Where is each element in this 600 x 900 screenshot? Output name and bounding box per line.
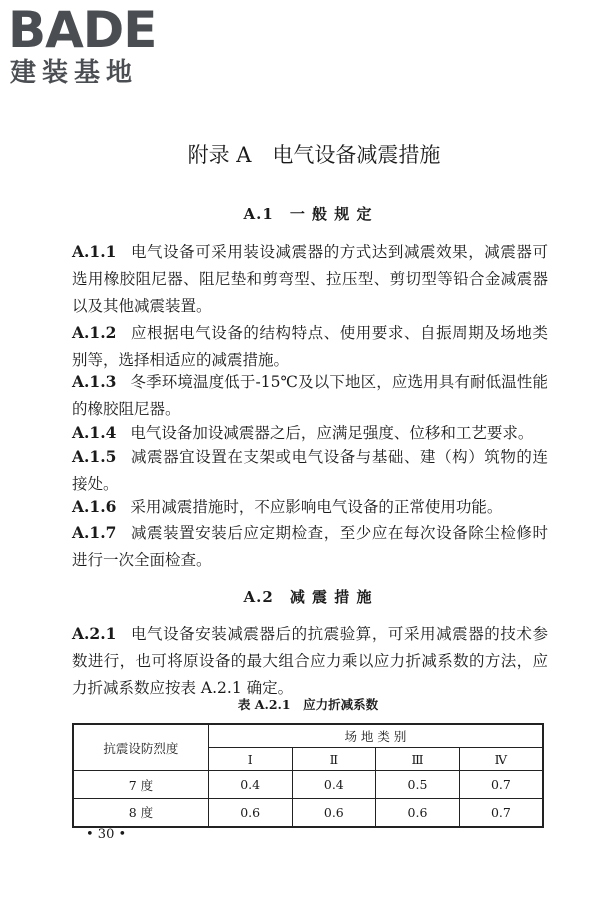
section-heading-a2: A.2 减 震 措 施 bbox=[243, 588, 373, 606]
clause-number: A.1.4 bbox=[72, 423, 117, 442]
column-header: Ⅲ bbox=[376, 748, 460, 771]
table-cell: 0.6 bbox=[376, 799, 460, 827]
clause-a-1-1 bbox=[72, 238, 548, 320]
clause-text: 电气设备加设减震器之后，应满足强度、位移和工艺要求。 bbox=[130, 424, 534, 442]
row-header-cell: 抗震设防烈度 bbox=[73, 724, 208, 771]
table-cell: 0.4 bbox=[208, 771, 292, 799]
section-heading-a1: A.1 一 般 规 定 bbox=[243, 205, 373, 223]
clause-text: 采用减震措施时，不应影响电气设备的正常使用功能。 bbox=[130, 498, 503, 516]
brand-logo bbox=[8, 1, 178, 92]
clause-a-1-2 bbox=[72, 319, 548, 374]
clause-text: 冬季环境温度低于-15℃及以下地区，应选用具有耐低温性能的橡胶阻尼器。 bbox=[72, 373, 548, 418]
column-header: Ⅱ bbox=[292, 748, 376, 771]
appendix-title: 附录 A 电气设备减震措施 bbox=[187, 143, 441, 167]
clause-number: A.1.7 bbox=[72, 523, 117, 542]
row-label: 7 度 bbox=[73, 771, 208, 799]
table-cell: 0.6 bbox=[208, 799, 292, 827]
table-caption: 表 A.2.1 应力折减系数 bbox=[237, 697, 379, 712]
clause-a-1-3 bbox=[72, 368, 548, 423]
clause-text: 电气设备可采用装设减震器的方式达到减震效果，减震器可选用橡胶阻尼器、阻尼垫和剪弯型、拉压型、剪切型等铅合金减震器以及其他减震装置。 bbox=[72, 243, 548, 315]
clause-number: A.1.2 bbox=[72, 323, 117, 342]
table-cell: 0.7 bbox=[459, 771, 543, 799]
clause-text: 减震器宜设置在支架或电气设备与基础、建（构）筑物的连接处。 bbox=[72, 448, 548, 493]
table-cell: 0.7 bbox=[459, 799, 543, 827]
clause-a-1-7 bbox=[72, 519, 548, 574]
clause-text: 减震装置安装后应定期检查，至少应在每次设备除尘检修时进行一次全面检查。 bbox=[72, 524, 548, 569]
clause-a-2-1 bbox=[72, 620, 548, 702]
table-header-row bbox=[73, 724, 543, 748]
clause-number: A.1.1 bbox=[72, 242, 117, 261]
group-header-cell: 场 地 类 别 bbox=[208, 724, 543, 748]
table-cell: 0.4 bbox=[292, 771, 376, 799]
row-label: 8 度 bbox=[73, 799, 208, 827]
clause-number: A.2.1 bbox=[72, 624, 117, 643]
clause-a-1-5 bbox=[72, 443, 548, 498]
stress-reduction-table bbox=[72, 723, 544, 828]
clause-number: A.1.5 bbox=[72, 447, 117, 466]
clause-text: 电气设备安装减震器后的抗震验算，可采用减震器的技术参数进行，也可将原设备的最大组合应力乘以应力折减系数的方法，应力折减系数应按表 A.2.1 确定。 bbox=[72, 625, 548, 697]
table-row bbox=[73, 771, 543, 799]
clause-number: A.1.3 bbox=[72, 372, 117, 391]
logo-wordmark: BADE bbox=[8, 1, 157, 59]
column-header: Ⅳ bbox=[459, 748, 543, 771]
logo-subtitle: 建装基地 bbox=[10, 58, 139, 88]
table-cell: 0.5 bbox=[376, 771, 460, 799]
column-header: Ⅰ bbox=[208, 748, 292, 771]
table-row bbox=[73, 799, 543, 827]
clause-number: A.1.6 bbox=[72, 497, 117, 516]
clause-a-1-6 bbox=[72, 493, 548, 521]
page-number: • 30 • bbox=[86, 827, 127, 842]
clause-text: 应根据电气设备的结构特点、使用要求、自振周期及场地类别等，选择相适应的减震措施。 bbox=[72, 324, 548, 369]
table-cell: 0.6 bbox=[292, 799, 376, 827]
